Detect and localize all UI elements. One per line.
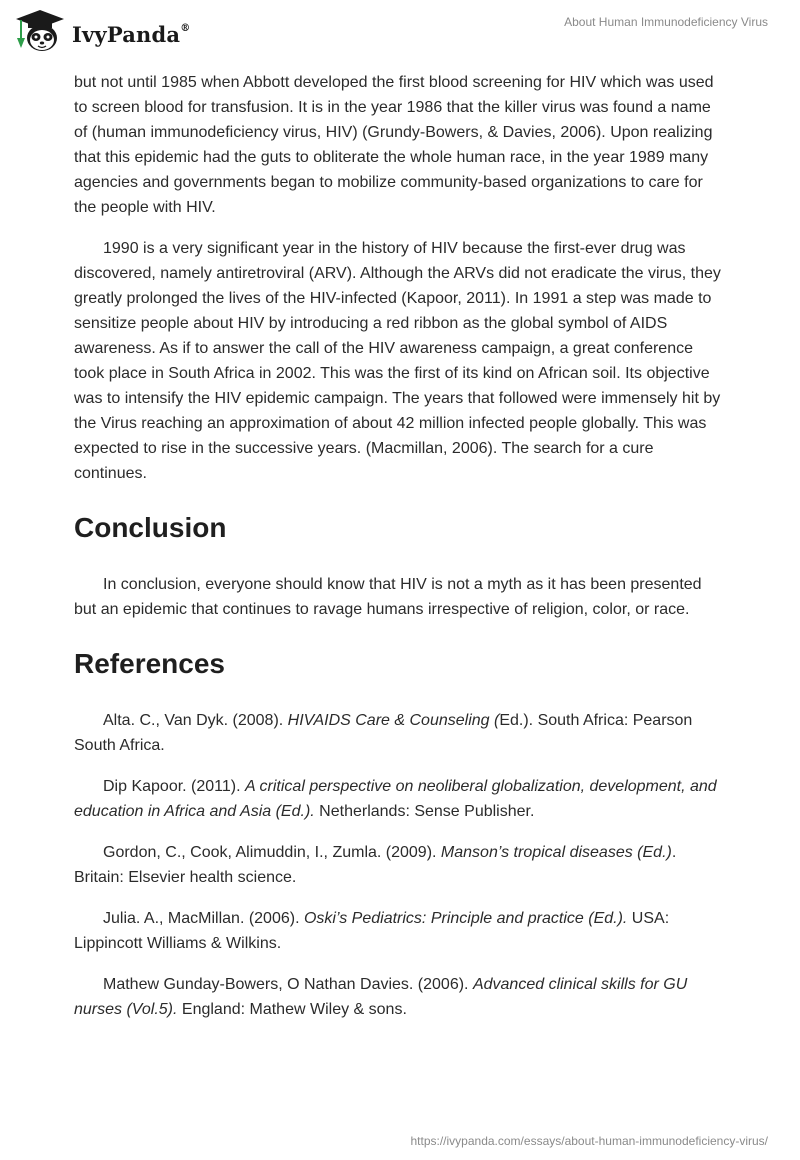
reference-entry: Alta. C., Van Dyk. (2008). HIVAIDS Care & Counseling (Ed.). South Africa: Pearson South Africa. (74, 712, 693, 754)
reference-entry: Dip Kapoor. (2011). A critical perspective on neoliberal globalization, development, and education in Africa and Asia (Ed.). Netherlands: Sense Publisher. (74, 778, 717, 820)
source-url-link[interactable]: https://ivypanda.com/essays/about-human-immunodeficiency-virus/ (410, 1134, 768, 1148)
reference-list (74, 708, 726, 1022)
reference-entry: Gordon, C., Cook, Alimuddin, I., Zumla. (2009). Manson’s tropical diseases (Ed.). Britain: Elsevier health science. (74, 844, 677, 886)
panda-graduate-icon (14, 8, 66, 56)
reference-entry: Mathew Gunday-Bowers, O Nathan Davies. (2006). Advanced clinical skills for GU nurses (Vol.5). England: Mathew Wiley & sons. (74, 976, 688, 1018)
logo-wordmark: IvyPanda® (72, 21, 191, 47)
body-paragraph: 1990 is a very significant year in the history of HIV because the first-ever drug was discovered, namely antiretroviral (ARV). Although the ARVs did not eradicate the virus, they greatly prolonged the lives of the HIV-infected (Kapoor, 2011). In 1991 a step was made to sensitize people about HIV by introducing a red ribbon as the global symbol of AIDS awareness. As if to answer the call of the HIV awareness campaign, a great conference took place in South Africa in 2002. This was the first of its kind on African soil. Its objective was to intensify the HIV epidemic campaign. The years that followed were immensely hit by the Virus reaching an approximation of about 42 million infected people globally. This was expected to rise in the successive years. (Macmillan, 2006). The search for a cure continues. (74, 240, 721, 482)
conclusion-heading: Conclusion (74, 512, 227, 543)
document-title: About Human Immunodeficiency Virus (564, 15, 768, 29)
essay-body (74, 70, 726, 1022)
page-header (0, 0, 800, 70)
conclusion-paragraph: In conclusion, everyone should know that HIV is not a myth as it has been presented but an epidemic that continues to ravage humans irrespective of religion, color, or race. (74, 576, 702, 618)
reference-entry: Julia. A., MacMillan. (2006). Oski’s Pediatrics: Principle and practice (Ed.). USA: Lippincott Williams & Wilkins. (74, 910, 670, 952)
ivypanda-logo[interactable] (14, 8, 190, 56)
references-heading: References (74, 648, 225, 679)
body-paragraph: but not until 1985 when Abbott developed the first blood screening for HIV which was used to screen blood for transfusion. It is in the year 1986 that the killer virus was found a name of (human immunodeficiency virus, HIV) (Grundy-Bowers, & Davies, 2006). Upon realizing that this epidemic had the guts to obliterate the whole human race, in the year 1989 many agencies and governments began to mobilize community-based organizations to care for the people with HIV. (74, 74, 714, 216)
